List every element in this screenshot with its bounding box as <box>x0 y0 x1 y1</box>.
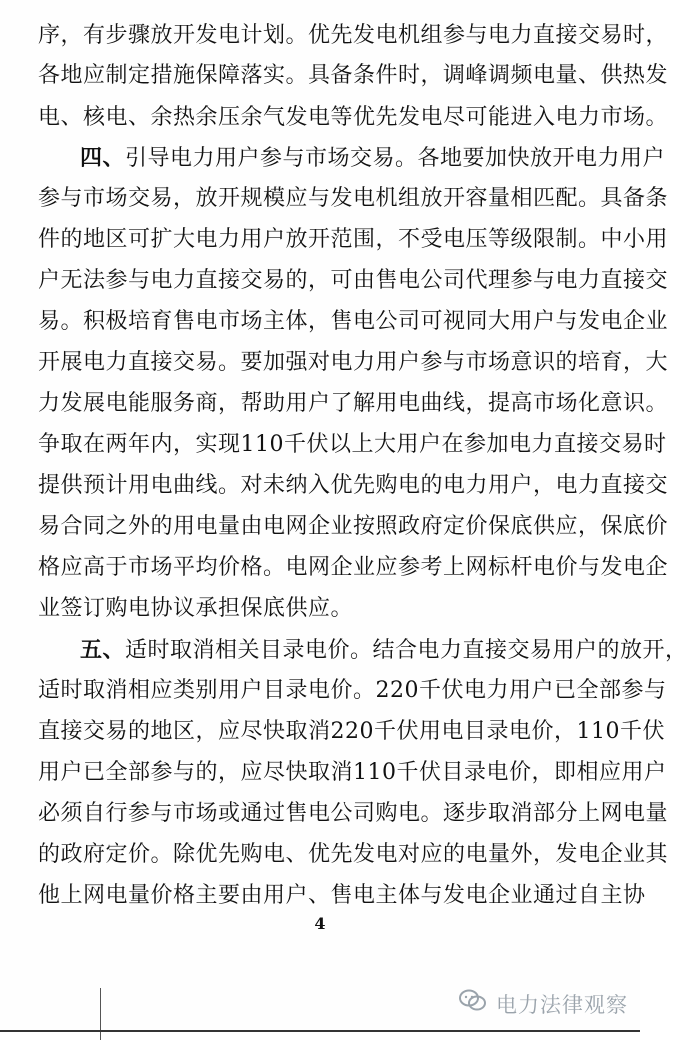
text-line: 电、核电、余热余压余气发电等优先发电尽可能进入电力市场。 <box>38 105 669 130</box>
bottom-rule <box>0 1030 640 1032</box>
text-line: 争取在两年内，实现110千伏以上大用户在参加电力直接交易时 <box>38 432 667 457</box>
text-line: 序，有步骤放开发电计划。优先发电机组参与电力直接交易时， <box>38 23 669 48</box>
text-line: 格应高于市场平均价格。电网企业应参考上网标杆电价与发电企 <box>38 555 669 580</box>
section-five-line: 适时取消相关目录电价。结合电力直接交易用户的放开， <box>125 638 688 663</box>
text-line: 直接交易的地区，应尽快取消220千伏用电目录电价，110千伏 <box>38 719 665 744</box>
section-five-number: 五、 <box>80 637 126 663</box>
text-line: 适时取消相应类别用户目录电价。220千伏电力用户已全部参与 <box>38 678 667 703</box>
watermark-text: 电力法律观察 <box>496 992 628 1017</box>
text-line: 开展电力直接交易。要加强对电力用户参与市场意识的培育，大 <box>38 350 669 375</box>
text-line: 业签订购电协议承担保底供应。 <box>38 596 354 621</box>
text-line: 各地应制定措施保障落实。具备条件时，调峰调频电量、供热发 <box>38 63 669 88</box>
text-line: 用户已全部参与的，应尽快取消110千伏目录电价，即相应用户 <box>38 760 667 785</box>
text-line: 户无法参与电力直接交易的，可由售电公司代理参与电力直接交 <box>38 268 669 293</box>
text-line: 他上网电量价格主要由用户、售电主体与发电企业通过自主协 <box>38 883 646 908</box>
text-line: 参与市场交易，放开规模应与发电机组放开容量相匹配。具备条 <box>38 186 669 211</box>
text-line: 件的地区可扩大电力用户放开范围，不受电压等级限制。中小用 <box>38 227 669 252</box>
section-four-number: 四、 <box>80 145 126 171</box>
text-line: 的政府定价。除优先购电、优先发电对应的电量外，发电企业其 <box>38 842 669 867</box>
wechat-icon <box>458 988 488 1019</box>
section-four-line: 引导电力用户参与市场交易。各地要加快放开电力用户 <box>125 146 666 171</box>
scan-mark <box>100 988 101 1040</box>
text-line: 力发展电能服务商，帮助用户了解用电曲线，提高市场化意识。 <box>38 391 669 416</box>
watermark <box>458 988 628 1019</box>
text-line: 必须自行参与市场或通过售电公司购电。逐步取消部分上网电量 <box>38 801 669 826</box>
section-five-paragraph-start <box>80 632 688 668</box>
text-line: 易合同之外的用电量由电网企业按照政府定价保底供应，保底价 <box>38 514 669 539</box>
page-number: 4 <box>314 914 326 933</box>
text-line: 易。积极培育售电市场主体，售电公司可视同大用户与发电企业 <box>38 309 669 334</box>
text-line: 提供预计用电曲线。对未纳入优先购电的电力用户，电力直接交 <box>38 473 669 498</box>
section-four-paragraph-start <box>80 140 666 176</box>
